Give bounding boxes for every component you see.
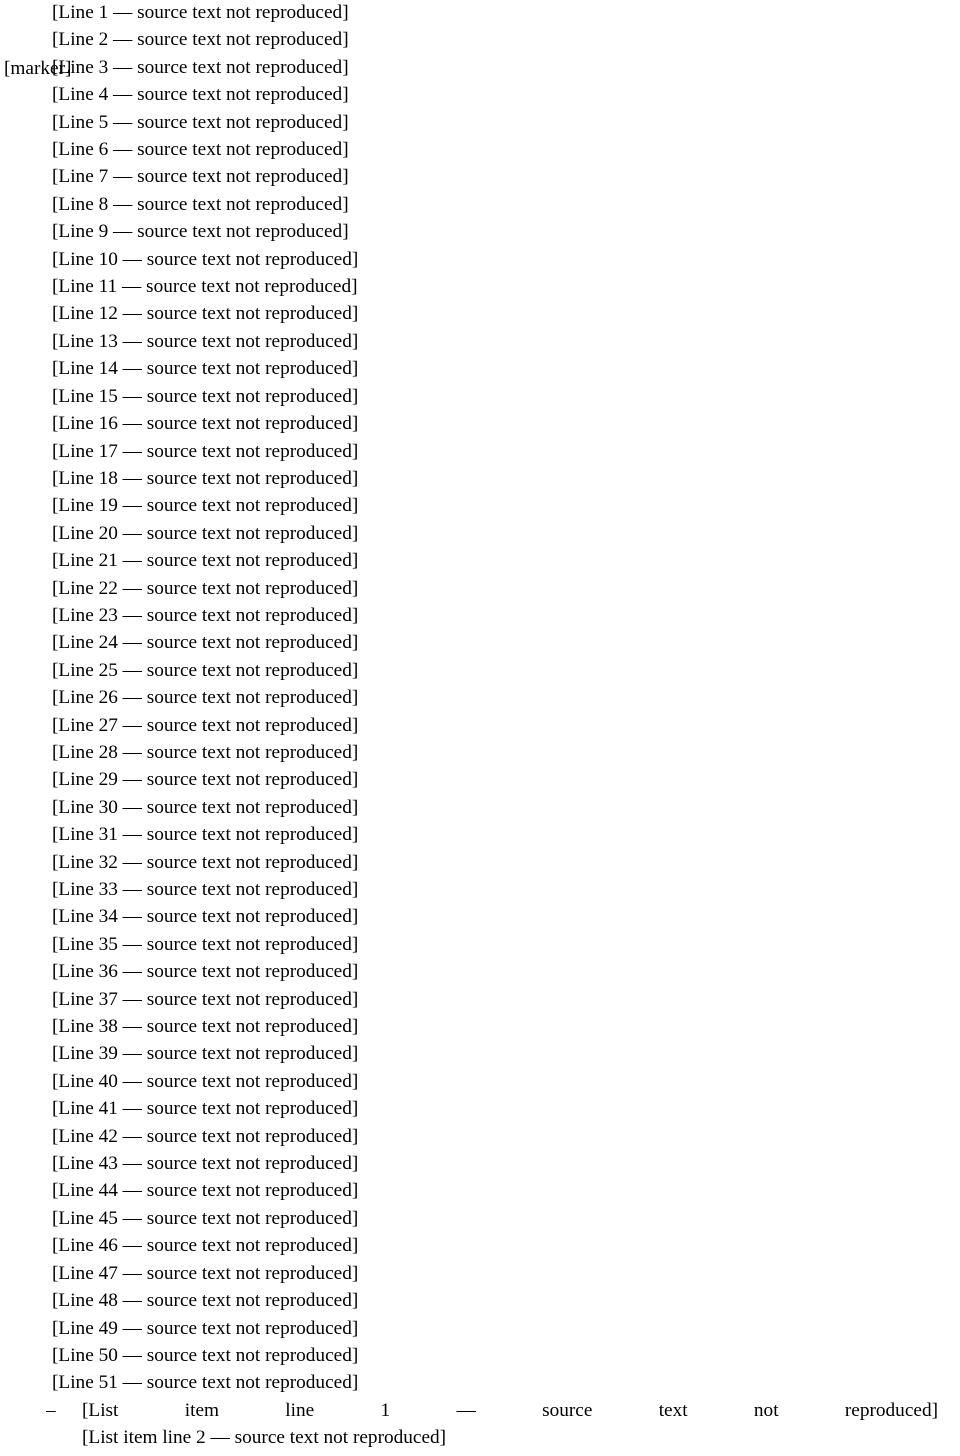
- text-line: [Line 28 — source text not reproduced]: [52, 741, 359, 763]
- list-item-line: [List item line 2 — source text not reproduced]: [82, 1427, 447, 1449]
- text-line: [Line 49 — source text not reproduced]: [52, 1317, 359, 1339]
- text-line: [Line 38 — source text not reproduced]: [52, 1016, 359, 1038]
- text-line: [Line 44 — source text not reproduced]: [52, 1180, 359, 1202]
- text-line: [Line 25 — source text not reproduced]: [52, 659, 359, 681]
- text-line: [Line 48 — source text not reproduced]: [52, 1290, 359, 1312]
- text-line: [Line 26 — source text not reproduced]: [52, 687, 359, 709]
- text-line: [Line 12 — source text not reproduced]: [52, 303, 359, 325]
- text-line: [Line 29 — source text not reproduced]: [52, 769, 359, 791]
- text-line: [Line 41 — source text not reproduced]: [52, 1098, 359, 1120]
- text-line: [Line 8 — source text not reproduced]: [52, 193, 349, 215]
- text-line: [Line 16 — source text not reproduced]: [52, 413, 359, 435]
- text-line: [Line 32 — source text not reproduced]: [52, 851, 359, 873]
- text-line: [Line 18 — source text not reproduced]: [52, 467, 359, 489]
- text-line: [Line 17 — source text not reproduced]: [52, 440, 359, 462]
- item-marker: [marker]: [4, 58, 72, 79]
- text-line: [Line 50 — source text not reproduced]: [52, 1344, 359, 1366]
- text-line: [Line 22 — source text not reproduced]: [52, 577, 359, 599]
- text-line: [Line 19 — source text not reproduced]: [52, 495, 359, 517]
- text-line: [Line 27 — source text not reproduced]: [52, 714, 359, 736]
- text-line: [Line 33 — source text not reproduced]: [52, 879, 359, 900]
- text-line: [Line 35 — source text not reproduced]: [52, 933, 359, 955]
- text-line: [Line 47 — source text not reproduced]: [52, 1262, 359, 1284]
- text-line: [Line 31 — source text not reproduced]: [52, 824, 359, 846]
- text-line: [Line 24 — source text not reproduced]: [52, 632, 359, 654]
- text-line: [Line 15 — source text not reproduced]: [52, 385, 359, 407]
- list-item-line: [List item line 1 — source text not reproduced]: [82, 1399, 938, 1421]
- text-line: [Line 42 — source text not reproduced]: [52, 1125, 359, 1147]
- text-line: [Line 37 — source text not reproduced]: [52, 988, 359, 1010]
- text-line: [Line 9 — source text not reproduced]: [52, 221, 349, 243]
- list-item: [46, 1397, 938, 1452]
- text-line: [Line 23 — source text not reproduced]: [52, 604, 359, 626]
- text-line: [Line 46 — source text not reproduced]: [52, 1235, 359, 1257]
- text-line: [Line 51 — source text not reproduced]: [52, 1372, 359, 1394]
- text-line: [Line 4 — source text not reproduced]: [52, 84, 349, 106]
- text-line: [Line 10 — source text not reproduced]: [52, 248, 359, 270]
- text-line: [Line 39 — source text not reproduced]: [52, 1043, 359, 1065]
- text-line: [Line 43 — source text not reproduced]: [52, 1153, 359, 1175]
- text-line: [Line 7 — source text not reproduced]: [52, 166, 349, 188]
- text-line: [Line 1 — source text not reproduced]: [52, 2, 349, 23]
- text-line: [Line 5 — source text not reproduced]: [52, 111, 349, 133]
- list-dash: –: [46, 1399, 56, 1421]
- text-line: [Line 40 — source text not reproduced]: [52, 1070, 359, 1092]
- text-line: [Line 21 — source text not reproduced]: [52, 550, 359, 572]
- text-line: [Line 6 — source text not reproduced]: [52, 139, 349, 161]
- text-line: [Line 36 — source text not reproduced]: [52, 961, 359, 983]
- text-line: [Line 45 — source text not reproduced]: [52, 1207, 359, 1229]
- text-line: [Line 14 — source text not reproduced]: [52, 358, 359, 380]
- text-line: [Line 3 — source text not reproduced]: [52, 56, 349, 78]
- text-line: [Line 13 — source text not reproduced]: [52, 330, 359, 352]
- text-line: [Line 2 — source text not reproduced]: [52, 29, 349, 51]
- document-body: [52, 0, 938, 1397]
- text-line: [Line 20 — source text not reproduced]: [52, 522, 359, 544]
- text-line: [Line 30 — source text not reproduced]: [52, 796, 359, 818]
- text-line: [Line 11 — source text not reproduced]: [52, 276, 358, 298]
- text-line: [Line 34 — source text not reproduced]: [52, 906, 359, 928]
